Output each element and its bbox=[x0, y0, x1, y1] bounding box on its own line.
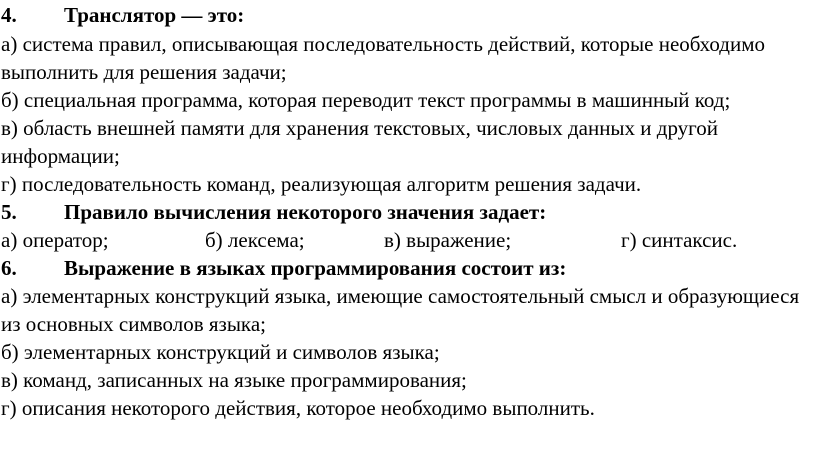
question-5-option-a: а) оператор; bbox=[1, 228, 109, 252]
question-4-line-1: а) система правил, описывающая последовательность действий, которые необходимо bbox=[1, 32, 765, 56]
question-4-line-6: г) последовательность команд, реализующая алгоритм решения задачи. bbox=[1, 172, 642, 196]
question-5-number: 5. bbox=[1, 200, 17, 224]
question-6-number: 6. bbox=[1, 256, 17, 280]
question-4-title: Транслятор — это: bbox=[64, 3, 245, 27]
question-5-option-d: г) синтаксис. bbox=[621, 228, 738, 252]
question-6-line-3: б) элементарных конструкций и символов языка; bbox=[1, 340, 440, 364]
question-4-line-3: б) специальная программа, которая переводит текст программы в машинный код; bbox=[1, 88, 731, 112]
question-6-title: Выражение в языках программирования состоит из: bbox=[64, 256, 567, 280]
question-6-line-5: г) описания некоторого действия, которое необходимо выполнить. bbox=[1, 396, 595, 420]
question-4-number: 4. bbox=[1, 3, 17, 27]
question-5-option-c: в) выражение; bbox=[384, 228, 512, 252]
question-5-title: Правило вычисления некоторого значения задает: bbox=[64, 200, 547, 224]
question-4-line-5: информации; bbox=[1, 144, 120, 168]
question-4-line-4: в) область внешней памяти для хранения текстовых, числовых данных и другой bbox=[1, 116, 719, 140]
question-5-option-b: б) лексема; bbox=[205, 228, 305, 252]
question-6-line-1: а) элементарных конструкций языка, имеющие самостоятельный смысл и образующиеся bbox=[1, 284, 800, 308]
question-6-line-2: из основных символов языка; bbox=[1, 312, 266, 336]
question-6-line-4: в) команд, записанных на языке программирования; bbox=[1, 368, 467, 392]
question-4-line-2: выполнить для решения задачи; bbox=[1, 60, 287, 84]
